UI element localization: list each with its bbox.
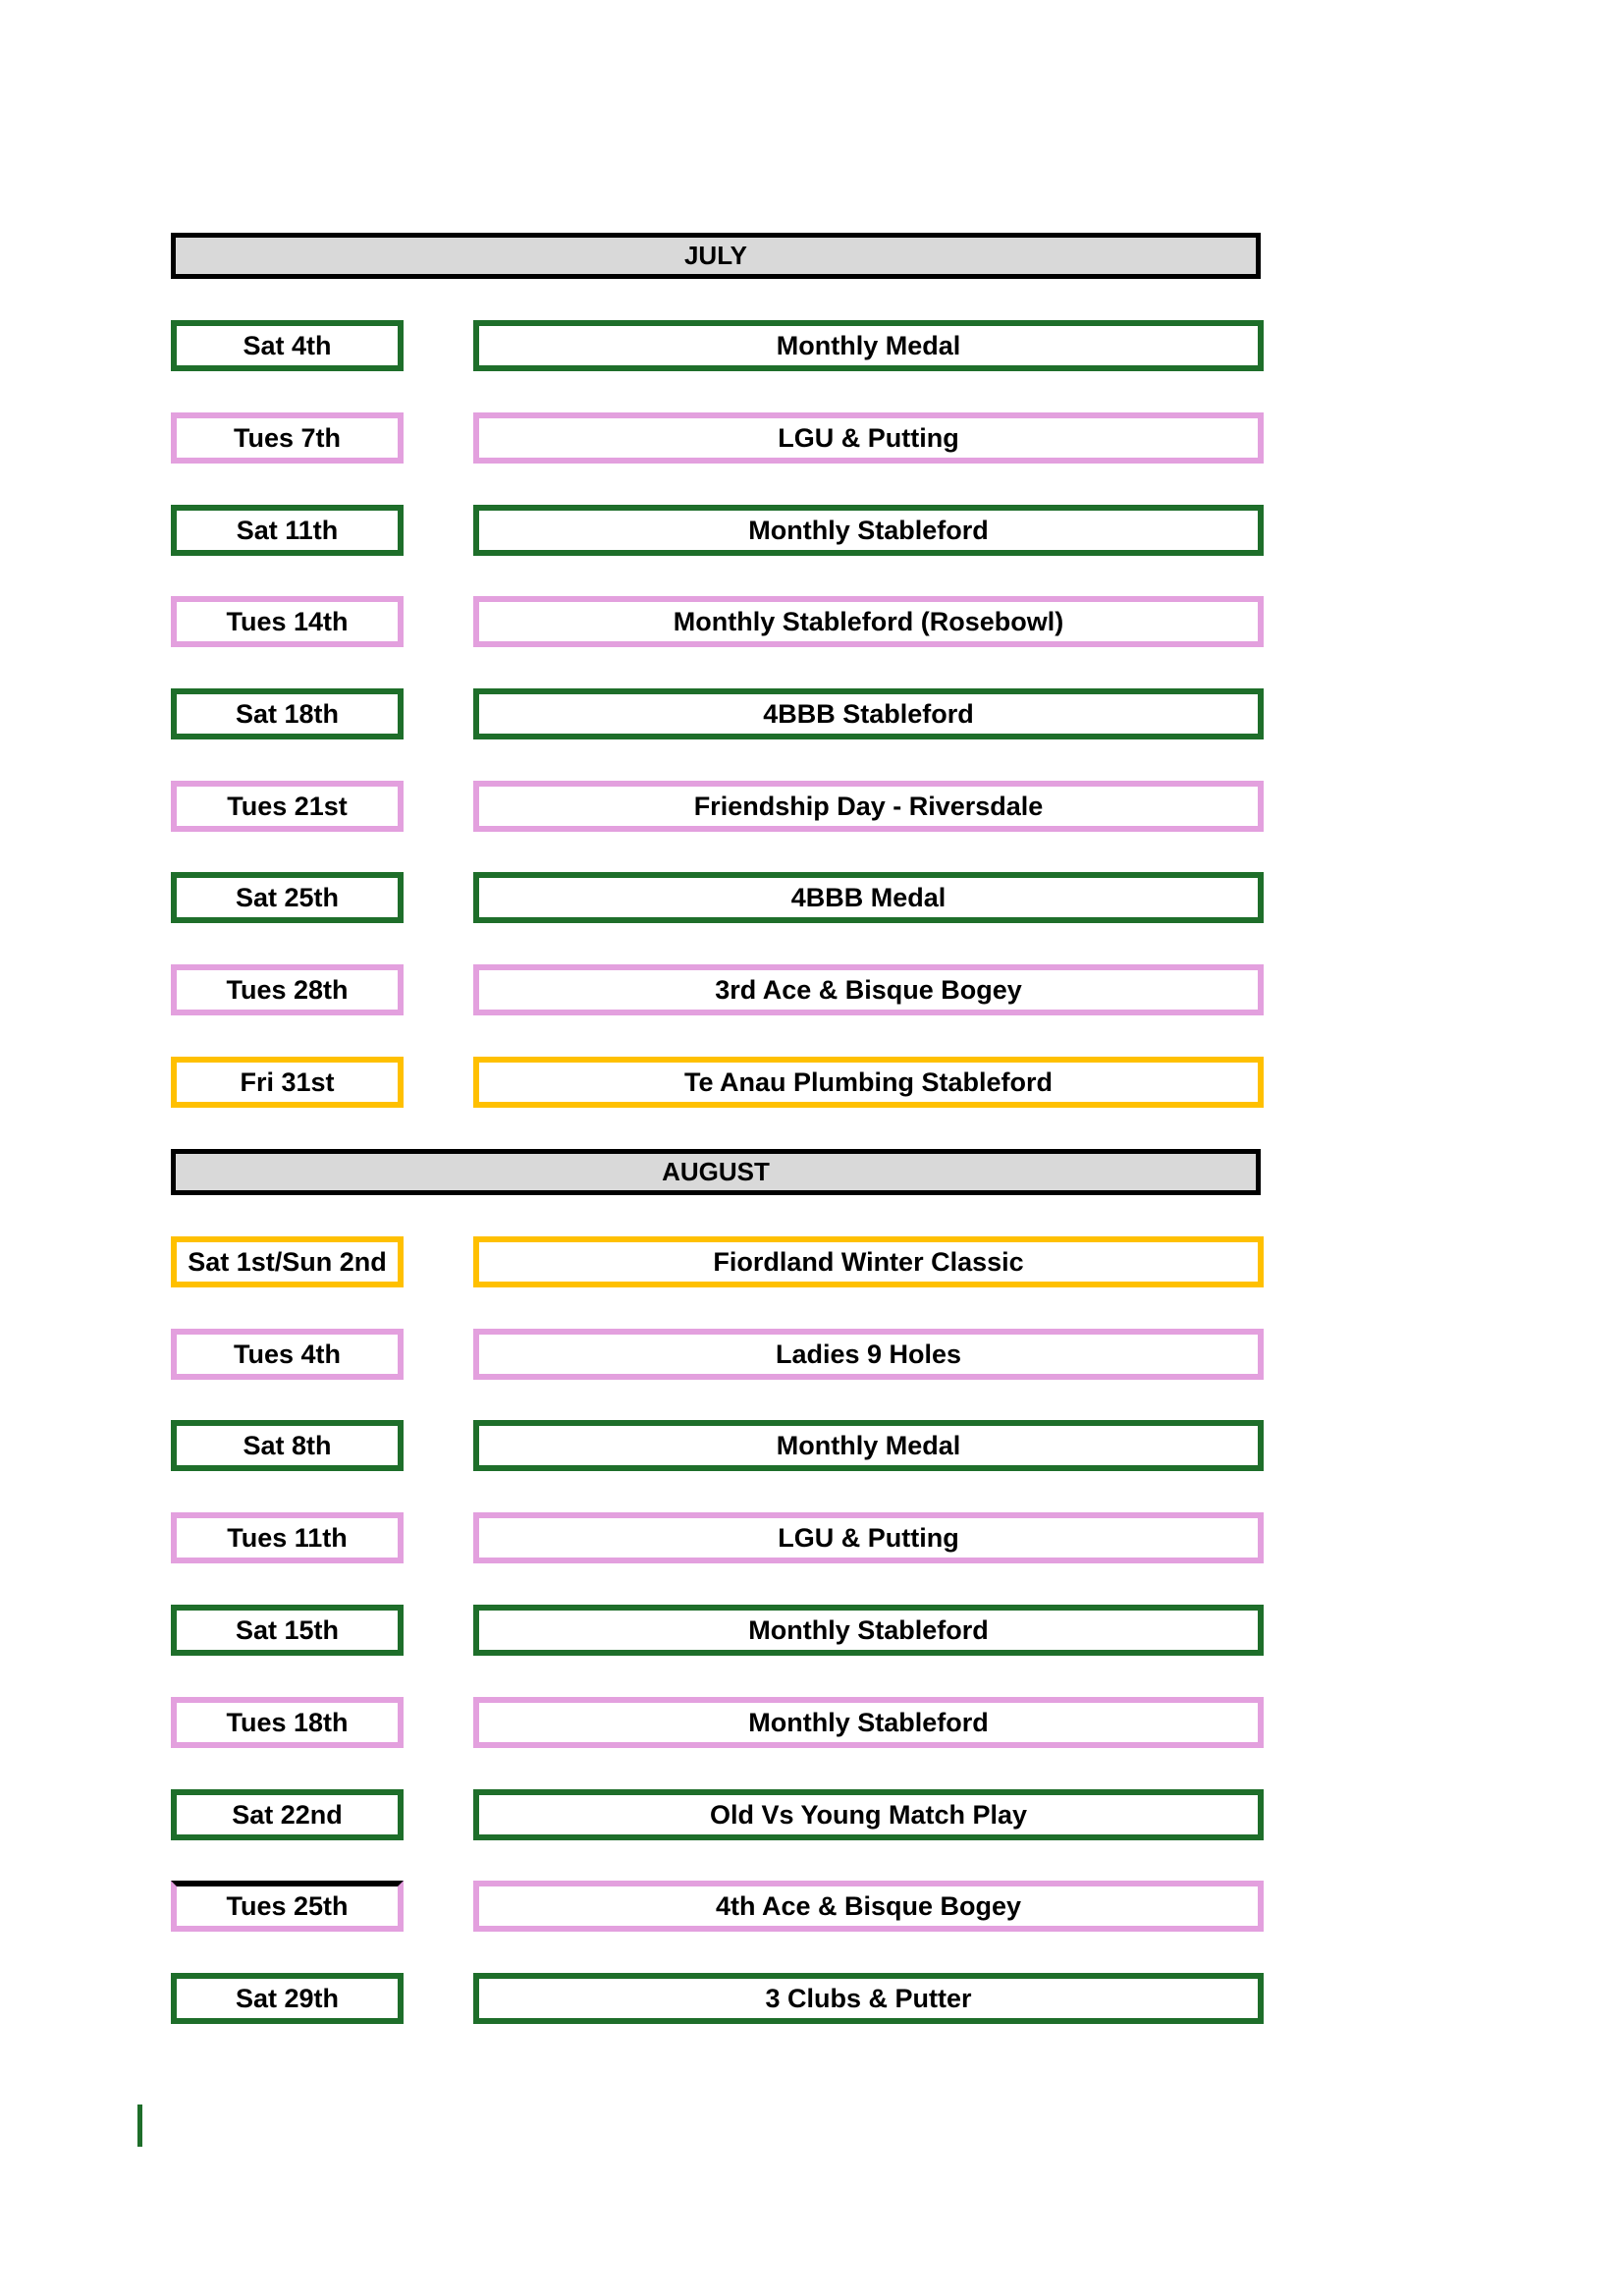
event-date: Tues 14th <box>171 596 404 647</box>
event-date: Sat 11th <box>171 505 404 556</box>
event-date: Tues 4th <box>171 1329 404 1380</box>
event-date: Tues 11th <box>171 1512 404 1563</box>
event-name: LGU & Putting <box>473 412 1264 464</box>
month-header-july: JULY <box>171 233 1261 279</box>
event-name: 4BBB Medal <box>473 872 1264 923</box>
page-corner-mark <box>137 2105 142 2147</box>
event-date: Sat 4th <box>171 320 404 371</box>
event-name: 3 Clubs & Putter <box>473 1973 1264 2024</box>
event-date: Sat 18th <box>171 688 404 739</box>
event-date: Tues 21st <box>171 781 404 832</box>
event-name: Te Anau Plumbing Stableford <box>473 1057 1264 1108</box>
event-name: Ladies 9 Holes <box>473 1329 1264 1380</box>
month-header-august: AUGUST <box>171 1149 1261 1195</box>
event-name: 4BBB Stableford <box>473 688 1264 739</box>
event-date: Tues 28th <box>171 964 404 1015</box>
event-date: Sat 22nd <box>171 1789 404 1840</box>
event-name: Monthly Stableford <box>473 1605 1264 1656</box>
event-name: Monthly Stableford <box>473 505 1264 556</box>
event-name: Monthly Stableford (Rosebowl) <box>473 596 1264 647</box>
event-date: Sat 25th <box>171 872 404 923</box>
event-date: Sat 29th <box>171 1973 404 2024</box>
event-date: Sat 1st/Sun 2nd <box>171 1236 404 1287</box>
event-date: Fri 31st <box>171 1057 404 1108</box>
event-name: 4th Ace & Bisque Bogey <box>473 1881 1264 1932</box>
event-date: Sat 8th <box>171 1420 404 1471</box>
event-name: LGU & Putting <box>473 1512 1264 1563</box>
event-name: Monthly Medal <box>473 320 1264 371</box>
event-name: Old Vs Young Match Play <box>473 1789 1264 1840</box>
event-name: Friendship Day - Riversdale <box>473 781 1264 832</box>
event-date: Tues 25th <box>171 1881 404 1932</box>
event-name: Fiordland Winter Classic <box>473 1236 1264 1287</box>
event-name: Monthly Stableford <box>473 1697 1264 1748</box>
event-date: Sat 15th <box>171 1605 404 1656</box>
event-name: 3rd Ace & Bisque Bogey <box>473 964 1264 1015</box>
event-name: Monthly Medal <box>473 1420 1264 1471</box>
event-date: Tues 7th <box>171 412 404 464</box>
event-date: Tues 18th <box>171 1697 404 1748</box>
